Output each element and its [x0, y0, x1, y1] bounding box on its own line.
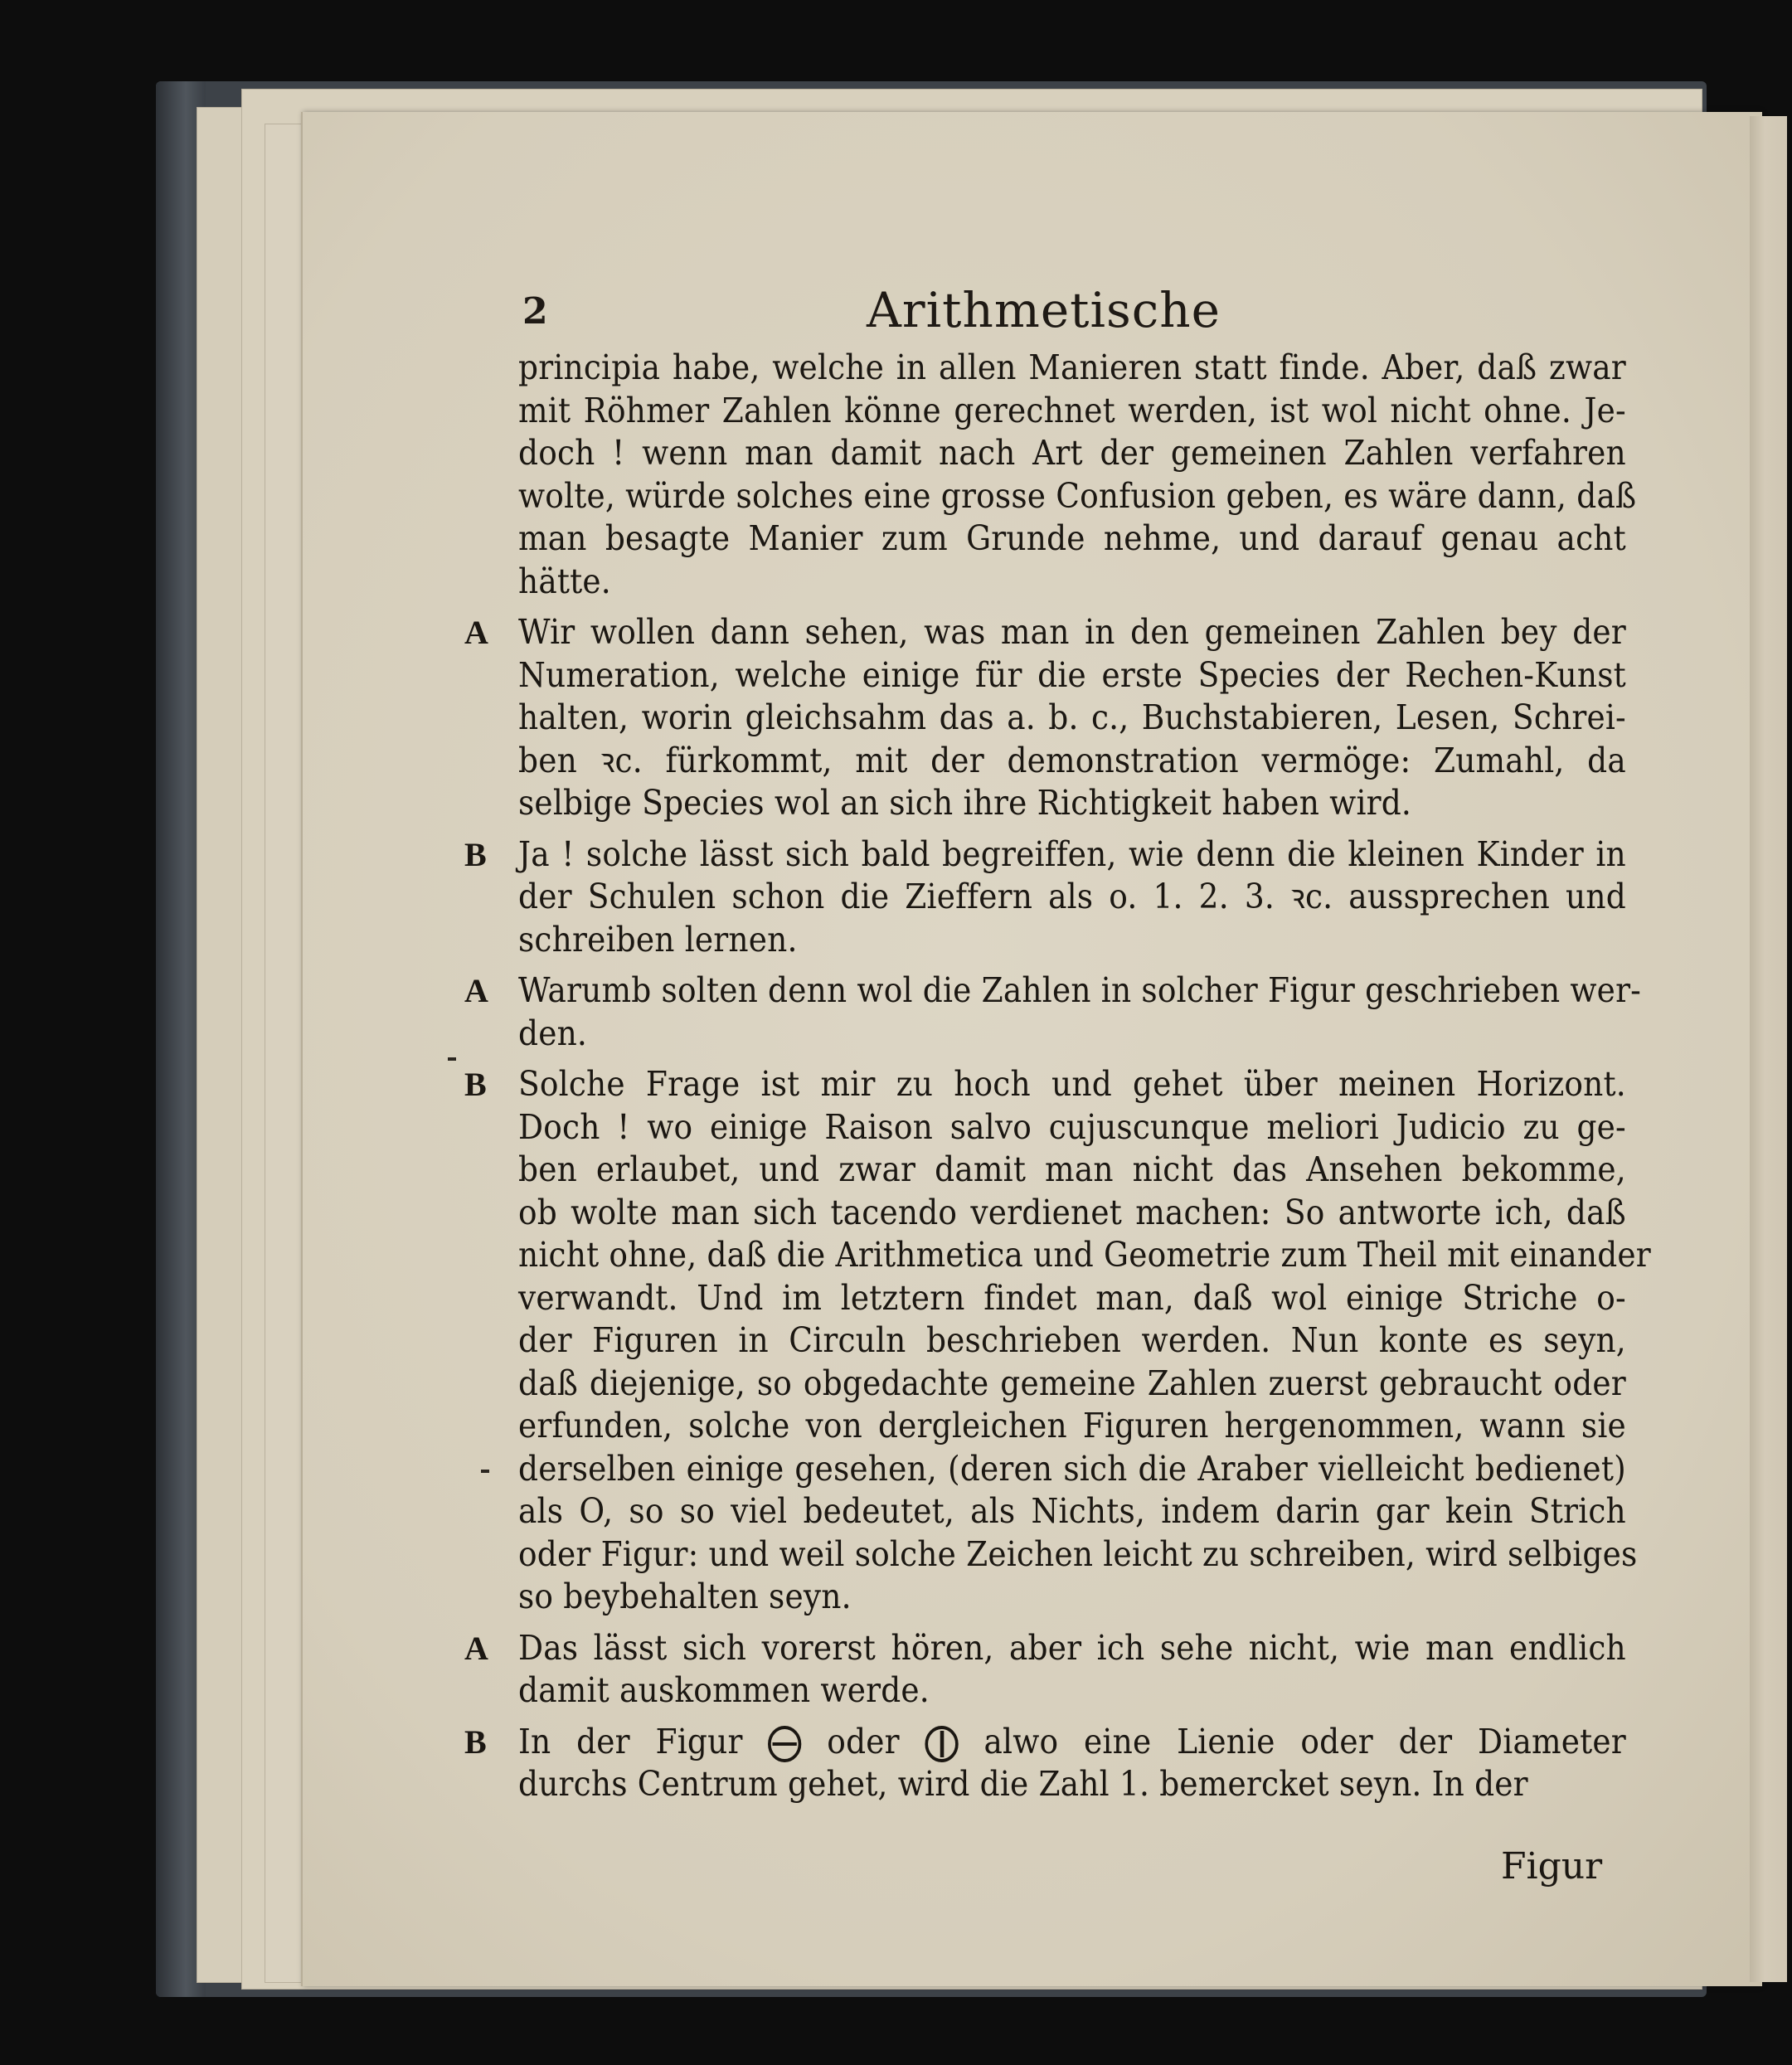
text-line: Numeration, welche einige für die erste Species der Rechen-Kunst — [518, 654, 1626, 695]
text-line: durchs Centrum gehet, wird die Zahl 1. bemercket seyn. In der — [518, 1764, 1528, 1804]
text-line: derselben einige gesehen, (deren sich die Araber vielleicht bedienet) — [518, 1448, 1626, 1489]
text-line: den. — [518, 1013, 588, 1053]
text-line: Das lässt sich vorerst hören, aber ich sehe nicht, wie man endlich — [518, 1627, 1626, 1668]
speaker-label: A — [464, 614, 488, 651]
text-line: daß diejenige, so obgedachte gemeine Zahlen zuerst gebraucht oder — [518, 1363, 1626, 1403]
speaker-label: A — [464, 972, 488, 1009]
text-line: hätte. — [518, 561, 611, 601]
page-gutter — [1750, 116, 1787, 1982]
text-line: Solche Frage ist mir zu hoch und gehet über meinen Horizont. — [518, 1064, 1626, 1104]
dialogue-paragraph — [464, 833, 1625, 962]
dialogue-paragraph — [464, 611, 1625, 825]
speaker-label: A — [464, 1629, 488, 1667]
text-line: verwandt. Und im letztern findet man, daß wol einige Striche o- — [518, 1277, 1626, 1318]
text-line: schreiben lernen. — [518, 919, 798, 960]
dialogue-paragraph — [464, 1721, 1625, 1806]
text-fragment: In der Figur — [518, 1721, 743, 1761]
text-line: der Figuren in Circuln beschrieben werden. Nun konte es seyn, — [518, 1320, 1626, 1360]
body-text — [464, 347, 1651, 1815]
text-line: man besagte Manier zum Grunde nehme, und darauf genau acht — [518, 518, 1626, 558]
dialogue-paragraph — [464, 347, 1637, 603]
text-line: Wir wollen dann sehen, was man in den gemeinen Zahlen bey der — [518, 612, 1626, 652]
dialogue-paragraph — [464, 1063, 1651, 1619]
running-head: Arithmetische — [867, 282, 1221, 338]
dialogue-paragraph — [464, 1627, 1625, 1713]
text-line: ben ꝛc. fürkommt, mit der demonstration vermöge: Zumahl, da — [518, 740, 1626, 780]
text-line: wolte, würde solches eine grosse Confusion geben, es wäre dann, daß — [518, 475, 1637, 516]
circle-vertical-bar-icon — [925, 1726, 959, 1762]
text-line: Ja ! solche lässt sich bald begreiffen, wie denn die kleinen Kinder in — [518, 833, 1626, 874]
text-line: als O, so so viel bedeutet, als Nichts, indem darin gar kein Strich — [518, 1491, 1626, 1531]
text-line: der Schulen schon die Zieffern als o. 1. 2. 3. ꝛc. aussprechen und — [518, 877, 1626, 916]
text-line: damit auskommen werde. — [518, 1670, 930, 1710]
text-line: principia habe, welche in allen Manieren statt finde. Aber, daß zwar — [518, 347, 1626, 387]
text-fragment: alwo eine Lienie oder der Diameter — [983, 1721, 1626, 1761]
text-line: ob wolte man sich tacendo verdienet machen: So antworte ich, daß — [518, 1192, 1626, 1232]
text-line: Warumb solten denn wol die Zahlen in solcher Figur geschrieben wer- — [518, 970, 1642, 1010]
text-line: halten, worin gleichsahm das a. b. c., Buchstabieren, Lesen, Schrei- — [518, 697, 1626, 737]
text-line: doch ! wenn man damit nach Art der gemeinen Zahlen verfahren — [518, 433, 1626, 473]
text-line: ben erlaubet, und zwar damit man nicht das Ansehen bekomme, — [518, 1149, 1626, 1189]
text-line: mit Röhmer Zahlen könne gerechnet werden, ist wol nicht ohne. Je- — [518, 390, 1626, 430]
speaker-label: B — [464, 835, 487, 873]
text-line: erfunden, solche von dergleichen Figuren hergenommen, wann sie — [518, 1406, 1626, 1446]
speaker-label: B — [464, 1066, 487, 1103]
text-line: Doch ! wo einige Raison salvo cujuscunque meliori Judicio zu ge- — [518, 1106, 1626, 1147]
text-fragment: oder — [827, 1721, 900, 1761]
catchword: Figur — [1501, 1845, 1603, 1888]
page-header — [522, 282, 1600, 340]
text-line — [518, 1721, 1626, 1764]
text-line: nicht ohne, daß die Arithmetica und Geometrie zum Theil mit einander — [518, 1235, 1651, 1275]
dialogue-paragraph — [464, 969, 1642, 1055]
circle-horizontal-bar-icon — [768, 1726, 801, 1762]
page-number: 2 — [522, 290, 548, 333]
text-line: oder Figur: und weil solche Zeichen leicht zu schreiben, wird selbiges — [518, 1533, 1638, 1574]
speaker-label: B — [464, 1722, 487, 1761]
margin-mark — [448, 1057, 456, 1061]
text-line: selbige Species wol an sich ihre Richtigkeit haben wird. — [518, 783, 1412, 823]
text-line: so beybehalten seyn. — [518, 1577, 852, 1616]
